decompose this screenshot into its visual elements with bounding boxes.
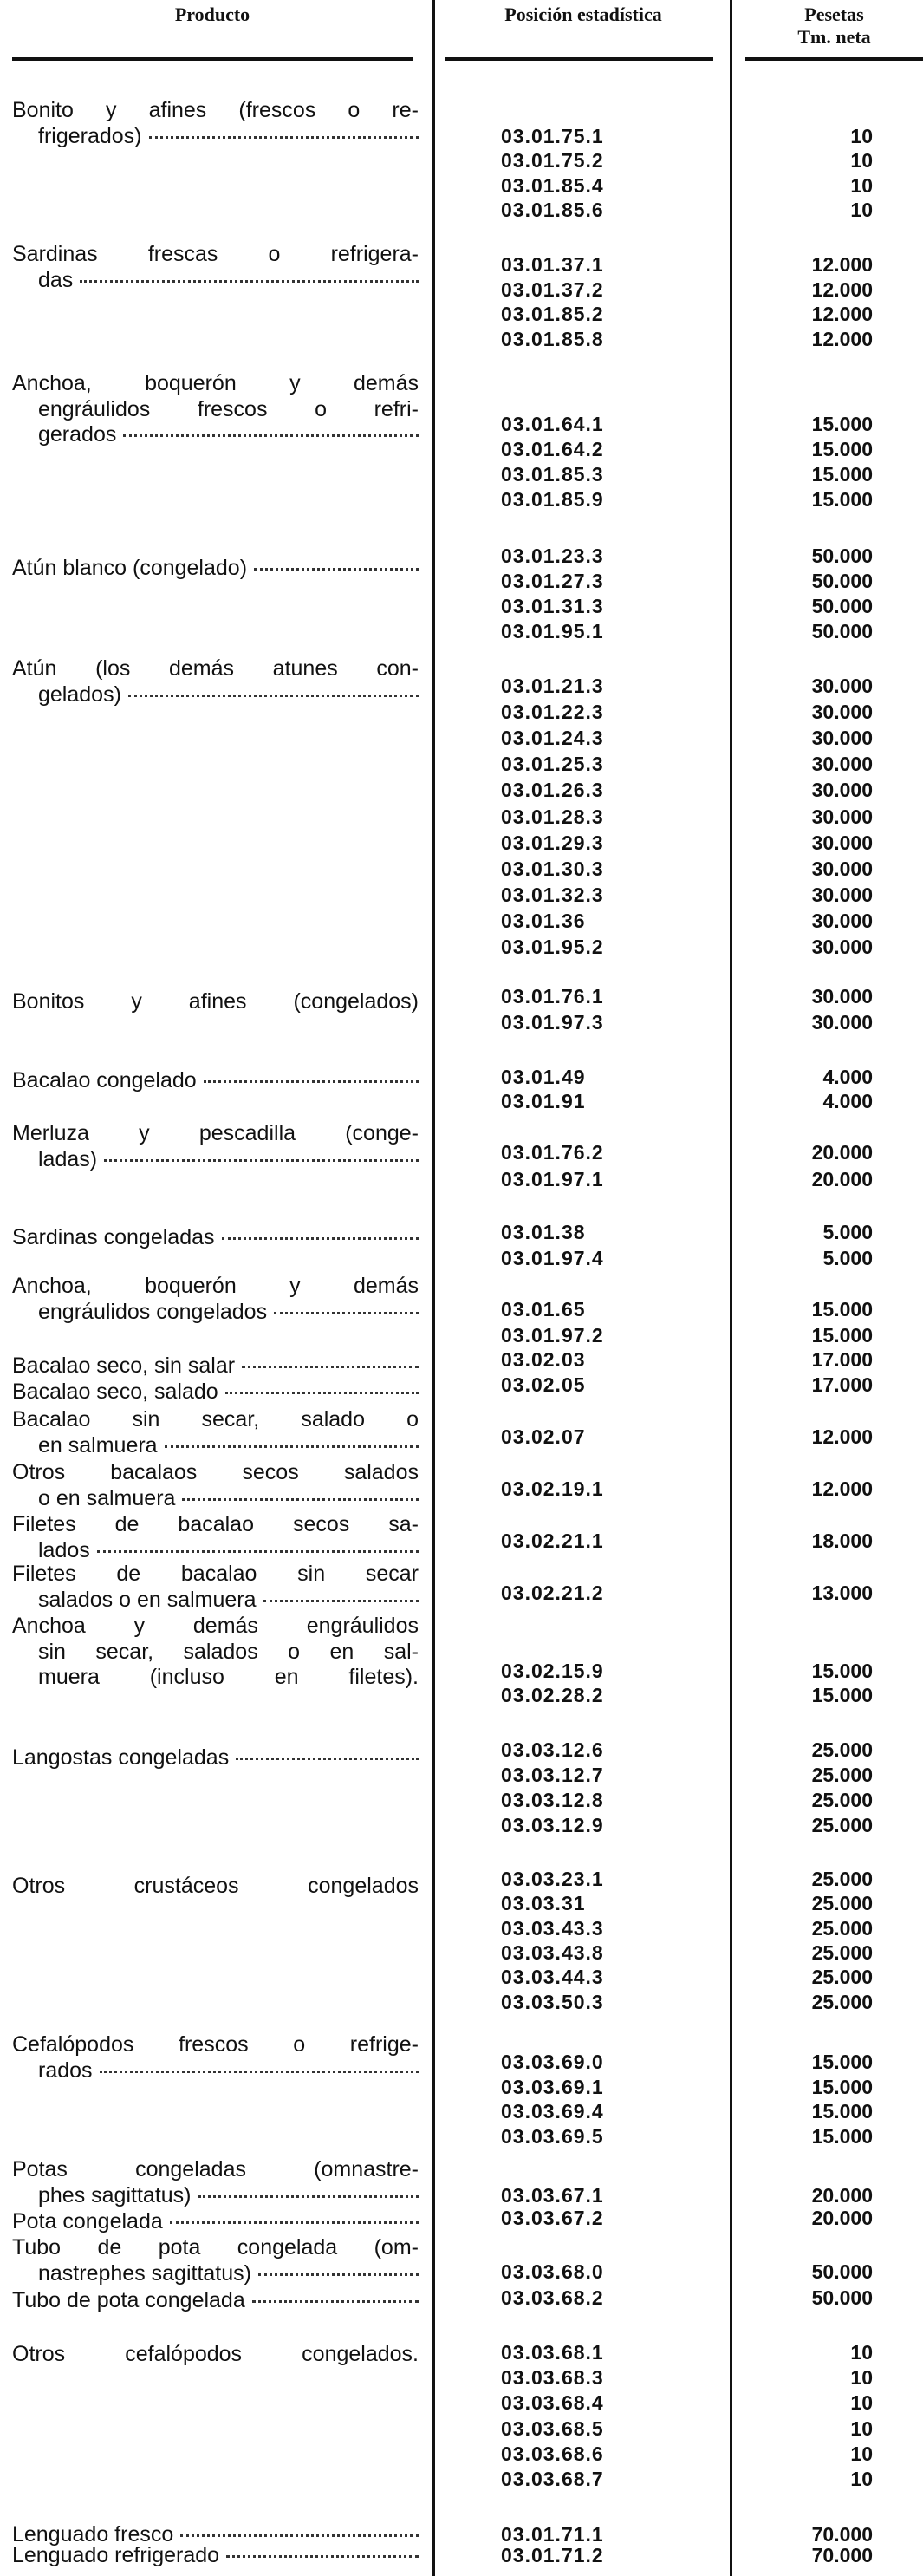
pesetas-value: 15.000 (811, 463, 873, 486)
statistical-position: 03.01.75.1 (501, 125, 604, 147)
statistical-position: 03.01.64.2 (501, 438, 604, 460)
pesetas-value: 30.000 (811, 985, 873, 1008)
product-line (38, 2058, 419, 2083)
product-line (12, 1874, 419, 1898)
pesetas-value: 10 (850, 2442, 873, 2465)
product-line (12, 2342, 419, 2366)
pesetas-value: 30.000 (811, 701, 873, 724)
pesetas-value: 10 (850, 2366, 873, 2390)
statistical-position: 03.02.15.9 (501, 1660, 604, 1682)
dot-leader (204, 1080, 419, 1083)
statistical-position: 03.02.21.1 (501, 1529, 604, 1552)
product-line (38, 422, 419, 447)
pesetas-value: 70.000 (811, 2544, 873, 2566)
product-line (38, 2183, 419, 2208)
product-text: Atún (los demás atunes con- (12, 656, 419, 681)
column-divider (432, 0, 435, 2576)
pesetas-value: 50.000 (811, 595, 873, 617)
pesetas-value: 20.000 (811, 1141, 873, 1164)
pesetas-value: 12.000 (811, 303, 873, 325)
pesetas-value: 15.000 (811, 488, 873, 511)
pesetas-value: 50.000 (811, 2286, 873, 2309)
product-line (12, 2235, 419, 2260)
product-line (12, 242, 419, 266)
pesetas-value: 12.000 (811, 1477, 873, 1500)
header-pesetas (745, 3, 923, 49)
product-line (12, 1614, 419, 1638)
statistical-position: 03.03.68.0 (501, 2260, 604, 2283)
statistical-position: 03.01.85.4 (501, 173, 604, 197)
product-text: Potas congeladas (omnastre- (12, 2157, 419, 2181)
pesetas-value: 10 (850, 198, 873, 221)
product-text: rados (38, 2058, 93, 2083)
pesetas-value: 10 (850, 2468, 873, 2490)
product-text: Otros cefalópodos congelados. (12, 2342, 419, 2366)
product-line (12, 2032, 419, 2057)
dot-leader (254, 568, 419, 571)
product-text: Bonitos y afines (congelados) (12, 989, 419, 1014)
product-line (12, 656, 419, 681)
dot-leader (274, 1312, 419, 1314)
dot-leader (236, 1758, 419, 1760)
product-text: Filetes de bacalao sin secar (12, 1562, 419, 1586)
statistical-position: 03.02.07 (501, 1425, 586, 1448)
pesetas-value: 30.000 (811, 831, 873, 854)
pesetas-value: 10 (850, 2341, 873, 2364)
pesetas-value: 15.000 (811, 2100, 873, 2123)
header-rule (445, 57, 713, 61)
product-text: nastrephes sagittatus) (38, 2260, 251, 2286)
statistical-position: 03.01.95.2 (501, 936, 604, 958)
product-text: Anchoa y demás engráulidos (12, 1614, 419, 1638)
product-line (12, 2288, 419, 2312)
pesetas-value: 15.000 (811, 2124, 873, 2148)
product-text: Sardinas frescas o refrigera- (12, 242, 419, 266)
product-text: Bacalao congelado (12, 1068, 197, 1092)
pesetas-value: 15.000 (811, 2051, 873, 2073)
product-text: lados (38, 1537, 90, 1562)
pesetas-value: 25.000 (811, 1868, 873, 1890)
product-text: Bacalao seco, sin salar (12, 1353, 236, 1378)
statistical-position: 03.02.03 (501, 1348, 586, 1371)
statistical-position: 03.01.31.3 (501, 595, 604, 617)
product-text: o en salmuera (38, 1485, 176, 1510)
pesetas-value: 20.000 (811, 1168, 873, 1190)
product-text: Langostas congeladas (12, 1745, 230, 1770)
product-text: Otros bacalaos secos salados (12, 1460, 419, 1484)
pesetas-value: 30.000 (811, 675, 873, 697)
statistical-position: 03.01.23.3 (501, 545, 604, 567)
product-line (12, 556, 419, 580)
pesetas-value: 12.000 (811, 277, 873, 301)
statistical-position: 03.01.49 (501, 1066, 586, 1088)
statistical-position: 03.03.67.1 (501, 2184, 604, 2207)
pesetas-value: 30.000 (811, 779, 873, 802)
header-pesetas-line2: Tm. neta (797, 26, 871, 48)
pesetas-value: 30.000 (811, 727, 873, 750)
product-text: sin secar, salados o en sal- (38, 1639, 419, 1664)
pesetas-value: 17.000 (811, 1348, 873, 1371)
dot-leader (226, 2555, 419, 2558)
product-text: Filetes de bacalao secos sa- (12, 1512, 419, 1536)
statistical-position: 03.01.65 (501, 1298, 586, 1321)
product-text: phes sagittatus) (38, 2182, 192, 2208)
product-text: Bacalao sin secar, salado o (12, 1407, 419, 1431)
product-line (38, 2261, 419, 2286)
header-producto: Producto (174, 3, 250, 25)
product-line (38, 1486, 419, 1510)
product-line (12, 1353, 419, 1378)
product-text: Anchoa, boquerón y demás (12, 1274, 419, 1298)
pesetas-value: 10 (850, 149, 873, 173)
column-divider (730, 0, 732, 2576)
product-line (12, 1460, 419, 1484)
pesetas-value: 25.000 (811, 1814, 873, 1836)
statistical-position: 03.01.97.1 (501, 1168, 604, 1190)
product-line (38, 1538, 419, 1562)
product-text: Cefalópodos frescos o refrige- (12, 2032, 419, 2057)
product-text: Lenguado refrigerado (12, 2543, 220, 2567)
pesetas-value: 50.000 (811, 2260, 873, 2283)
product-line (38, 1147, 419, 1171)
statistical-position: 03.03.43.3 (501, 1916, 604, 1940)
dot-leader (128, 695, 419, 697)
product-line (12, 1745, 419, 1770)
product-line (12, 989, 419, 1014)
product-text: salados o en salmuera (38, 1587, 257, 1612)
pesetas-value: 25.000 (811, 1940, 873, 1964)
pesetas-value: 20.000 (811, 2207, 873, 2229)
dot-leader (180, 2534, 419, 2537)
product-line (38, 1300, 419, 1324)
pesetas-value: 12.000 (811, 327, 873, 350)
product-text: en salmuera (38, 1432, 158, 1458)
statistical-position: 03.03.68.1 (501, 2341, 604, 2364)
pesetas-value: 10 (850, 2391, 873, 2415)
pesetas-value: 12.000 (811, 253, 873, 276)
statistical-position: 03.03.12.7 (501, 1764, 604, 1786)
product-line (38, 682, 419, 707)
pesetas-value: 20.000 (811, 2184, 873, 2207)
product-line (12, 1407, 419, 1431)
pesetas-value: 10 (850, 2416, 873, 2440)
pesetas-value: 30.000 (811, 857, 873, 880)
statistical-position: 03.01.75.2 (501, 149, 604, 173)
dot-leader (80, 280, 419, 283)
pesetas-value: 25.000 (811, 1892, 873, 1915)
product-text: muera (incluso en filetes). (38, 1665, 419, 1689)
product-line (12, 1121, 419, 1145)
statistical-position: 03.03.68.2 (501, 2286, 604, 2309)
statistical-position: 03.01.85.9 (501, 488, 604, 511)
statistical-position: 03.02.19.1 (501, 1477, 604, 1500)
statistical-position: 03.03.68.7 (501, 2468, 604, 2490)
pesetas-value: 12.000 (811, 1425, 873, 1448)
statistical-position: 03.03.68.4 (501, 2391, 604, 2415)
statistical-position: 03.03.23.1 (501, 1868, 604, 1890)
statistical-position: 03.01.36 (501, 909, 586, 932)
product-text: das (38, 267, 74, 292)
statistical-position: 03.03.69.1 (501, 2075, 604, 2098)
statistical-position: 03.01.29.3 (501, 831, 604, 854)
product-line (38, 268, 419, 292)
pesetas-value: 15.000 (811, 438, 873, 460)
pesetas-value: 50.000 (811, 570, 873, 592)
product-text: Bonito y afines (frescos o re- (12, 98, 419, 122)
pesetas-value: 15.000 (811, 1298, 873, 1321)
product-text: Pota congelada (12, 2209, 163, 2234)
product-text: gerados (38, 422, 117, 447)
product-line (38, 1640, 419, 1664)
product-text: Bacalao seco, salado (12, 1379, 218, 1404)
product-line (38, 1665, 419, 1689)
product-text: engráulidos congelados (38, 1299, 268, 1324)
statistical-position: 03.01.25.3 (501, 753, 604, 776)
header-rule (12, 57, 413, 61)
pesetas-value: 25.000 (811, 1966, 873, 1989)
pesetas-value: 15.000 (811, 2075, 873, 2098)
statistical-position: 03.03.69.4 (501, 2100, 604, 2123)
product-line (38, 1433, 419, 1458)
statistical-position: 03.03.31 (501, 1892, 586, 1915)
statistical-position: 03.01.22.3 (501, 701, 604, 724)
header-pesetas-line1: Pesetas (804, 3, 864, 25)
pesetas-value: 17.000 (811, 1373, 873, 1396)
pesetas-value: 13.000 (811, 1581, 873, 1604)
statistical-position: 03.03.67.2 (501, 2207, 604, 2229)
statistical-position: 03.01.26.3 (501, 779, 604, 802)
pesetas-value: 50.000 (811, 620, 873, 642)
pesetas-value: 30.000 (811, 753, 873, 776)
statistical-position: 03.01.32.3 (501, 883, 604, 906)
statistical-position: 03.01.21.3 (501, 675, 604, 697)
statistical-position: 03.02.05 (501, 1373, 586, 1396)
dot-leader (165, 1445, 419, 1448)
statistical-position: 03.02.21.2 (501, 1581, 604, 1604)
product-line (38, 1588, 419, 1612)
statistical-position: 03.02.28.2 (501, 1684, 604, 1706)
pesetas-value: 5.000 (822, 1221, 873, 1243)
pesetas-value: 25.000 (811, 1738, 873, 1761)
statistical-position: 03.01.27.3 (501, 570, 604, 592)
product-line (12, 1379, 419, 1404)
product-line (38, 397, 419, 421)
pesetas-value: 50.000 (811, 545, 873, 567)
product-line (12, 1562, 419, 1586)
pesetas-value: 70.000 (811, 2523, 873, 2546)
dot-leader (182, 1498, 419, 1501)
pesetas-value: 10 (850, 125, 873, 147)
product-line (12, 371, 419, 395)
pesetas-value: 10 (850, 173, 873, 197)
statistical-position: 03.01.85.8 (501, 327, 604, 350)
dot-leader (123, 434, 419, 437)
product-line (12, 2543, 419, 2567)
pesetas-value: 18.000 (811, 1529, 873, 1552)
pesetas-value: 25.000 (811, 1990, 873, 2013)
pesetas-value: 30.000 (811, 936, 873, 958)
product-text: Tubo de pota congelada (om- (12, 2235, 419, 2260)
statistical-position: 03.03.12.9 (501, 1814, 604, 1836)
dot-leader (100, 2071, 419, 2073)
statistical-position: 03.01.76.2 (501, 1141, 604, 1164)
dot-leader (97, 1550, 419, 1553)
pesetas-value: 15.000 (811, 1684, 873, 1706)
statistical-position: 03.01.71.1 (501, 2523, 604, 2546)
dot-leader (222, 1237, 419, 1240)
statistical-position: 03.01.37.2 (501, 277, 604, 301)
dot-leader (258, 2273, 419, 2276)
dot-leader (170, 2221, 419, 2224)
statistical-position: 03.01.85.3 (501, 463, 604, 486)
product-line (12, 1225, 419, 1249)
dot-leader (263, 1600, 419, 1602)
dot-leader (198, 2195, 419, 2198)
product-line (12, 98, 419, 122)
pesetas-value: 15.000 (811, 1324, 873, 1347)
dot-leader (149, 136, 419, 139)
product-text: frigerados) (38, 123, 142, 148)
statistical-position: 03.01.95.1 (501, 620, 604, 642)
statistical-position: 03.03.44.3 (501, 1966, 604, 1989)
product-text: gelados) (38, 681, 121, 707)
statistical-position: 03.03.12.6 (501, 1738, 604, 1761)
product-line (12, 1068, 419, 1092)
pesetas-value: 25.000 (811, 1916, 873, 1940)
pesetas-value: 30.000 (811, 805, 873, 828)
statistical-position: 03.01.71.2 (501, 2544, 604, 2566)
statistical-position: 03.03.68.5 (501, 2416, 604, 2440)
statistical-position: 03.03.69.0 (501, 2051, 604, 2073)
statistical-position: 03.01.64.1 (501, 413, 604, 435)
statistical-position: 03.03.12.8 (501, 1789, 604, 1811)
dot-leader (225, 1392, 419, 1394)
statistical-position: 03.03.69.5 (501, 2124, 604, 2148)
statistical-position: 03.01.28.3 (501, 805, 604, 828)
product-line (12, 2157, 419, 2181)
statistical-position: 03.01.30.3 (501, 857, 604, 880)
header-rule (745, 57, 923, 61)
dot-leader (242, 1366, 419, 1368)
pesetas-value: 30.000 (811, 909, 873, 932)
product-text: Otros crustáceos congelados (12, 1874, 419, 1898)
pesetas-value: 15.000 (811, 413, 873, 435)
pesetas-value: 4.000 (822, 1090, 873, 1112)
statistical-position: 03.01.85.2 (501, 303, 604, 325)
statistical-position: 03.01.97.3 (501, 1011, 604, 1034)
pesetas-value: 5.000 (822, 1247, 873, 1269)
product-text: ladas) (38, 1146, 98, 1171)
statistical-position: 03.01.97.2 (501, 1324, 604, 1347)
product-line (38, 124, 419, 148)
statistical-position: 03.03.68.3 (501, 2366, 604, 2390)
pesetas-value: 25.000 (811, 1789, 873, 1811)
statistical-position: 03.01.76.1 (501, 985, 604, 1008)
product-text: Atún blanco (congelado) (12, 556, 248, 580)
product-text: Anchoa, boquerón y demás (12, 371, 419, 395)
product-text: Tubo de pota congelada (12, 2288, 245, 2312)
pesetas-value: 30.000 (811, 883, 873, 906)
statistical-position: 03.03.50.3 (501, 1990, 604, 2013)
product-text: Lenguado fresco (12, 2522, 174, 2547)
product-line (12, 1274, 419, 1298)
dot-leader (104, 1159, 419, 1162)
pesetas-value: 15.000 (811, 1660, 873, 1682)
statistical-position: 03.03.43.8 (501, 1940, 604, 1964)
statistical-position: 03.01.38 (501, 1221, 586, 1243)
statistical-position: 03.01.97.4 (501, 1247, 604, 1269)
statistical-position: 03.01.85.6 (501, 198, 604, 221)
statistical-position: 03.03.68.6 (501, 2442, 604, 2465)
dot-leader (252, 2300, 419, 2303)
product-text: Merluza y pescadilla (conge- (12, 1121, 419, 1145)
statistical-position: 03.01.24.3 (501, 727, 604, 750)
product-line (12, 1512, 419, 1536)
product-text: Sardinas congeladas (12, 1225, 215, 1249)
product-line (12, 2209, 419, 2234)
pesetas-value: 25.000 (811, 1764, 873, 1786)
pesetas-value: 30.000 (811, 1011, 873, 1034)
product-text: engráulidos frescos o refri- (38, 396, 419, 421)
statistical-position: 03.01.37.1 (501, 253, 604, 276)
statistical-position: 03.01.91 (501, 1090, 586, 1112)
pesetas-value: 4.000 (822, 1066, 873, 1088)
header-posicion-estadistica: Posición estadística (504, 3, 662, 25)
